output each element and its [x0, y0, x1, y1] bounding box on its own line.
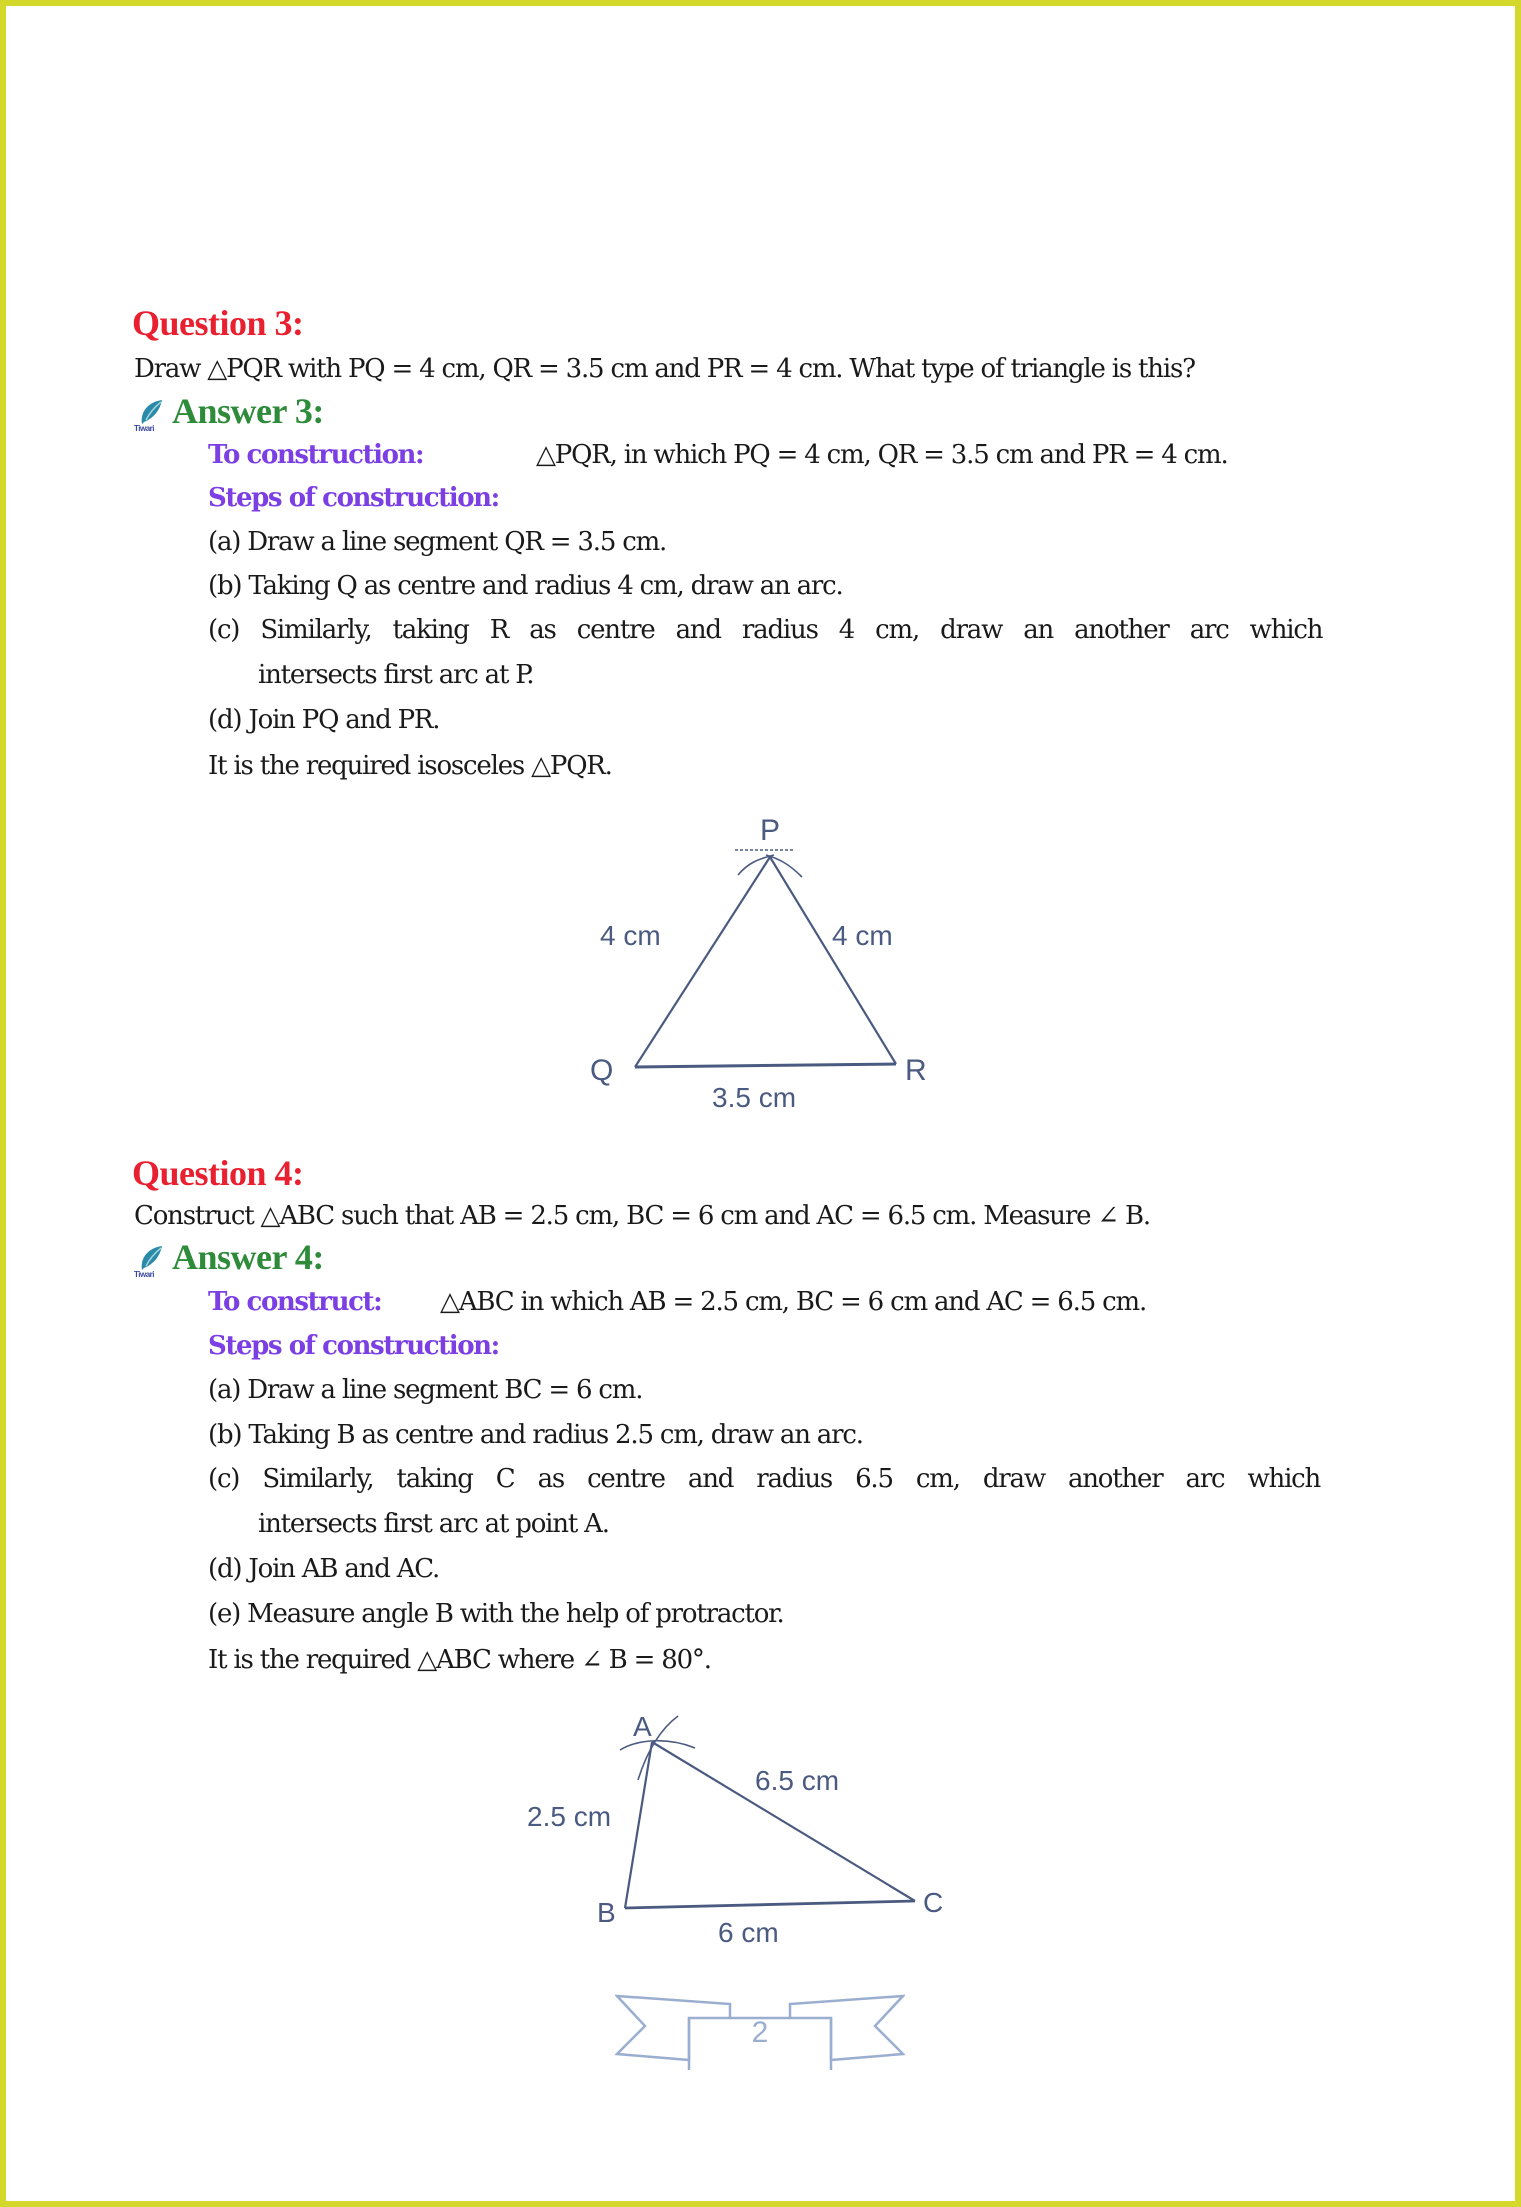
- step-4d: (d) Join AB and AC.: [208, 1554, 440, 1584]
- to-construct-label: To construction:: [208, 440, 424, 470]
- question-4-heading: Question 4:: [132, 1153, 304, 1193]
- page-number: 2: [751, 2016, 769, 2049]
- page-number-ribbon: [615, 1990, 905, 2070]
- triangle-abc-diagram: [500, 1690, 980, 1950]
- side-ac-label: 6.5 cm: [755, 1765, 840, 1796]
- step-3b: (b) Taking Q as centre and radius 4 cm, draw an arc.: [208, 571, 843, 601]
- step-3c-text: (c) Similarly, taking R as centre and radius 4 cm, draw an another arc which: [208, 615, 1323, 645]
- step-3a: (a) Draw a line segment QR = 3.5 cm.: [208, 527, 667, 557]
- side-bc-label: 6 cm: [718, 1917, 779, 1948]
- question-3-heading: Question 3:: [132, 303, 304, 343]
- question-4-text: Construct △ABC such that AB = 2.5 cm, BC = 6 cm and AC = 6.5 cm. Measure ∠ B.: [134, 1201, 1150, 1231]
- vertex-q-label: Q: [590, 1054, 614, 1087]
- to-construct-text-4: △ABC in which AB = 2.5 cm, BC = 6 cm and AC = 6.5 cm.: [440, 1287, 1147, 1317]
- step-4c-continued: intersects first arc at point A.: [258, 1509, 609, 1539]
- answer-4-label: Answer 4:: [172, 1237, 324, 1277]
- side-pq-label: 4 cm: [600, 920, 661, 951]
- vertex-r-label: R: [905, 1054, 927, 1087]
- steps-label-3: Steps of construction:: [208, 483, 499, 513]
- to-construct-text-3: △PQR, in which PQ = 4 cm, QR = 3.5 cm and PR = 4 cm.: [536, 440, 1228, 470]
- vertex-a-label: A: [633, 1711, 652, 1742]
- side-qr-label: 3.5 cm: [712, 1082, 797, 1113]
- conclusion-3: It is the required isosceles △PQR.: [208, 751, 612, 781]
- vertex-c-label: C: [923, 1887, 944, 1918]
- question-3-text: Draw △PQR with PQ = 4 cm, QR = 3.5 cm and PR = 4 cm. What type of triangle is this?: [134, 354, 1195, 384]
- steps-label-4: Steps of construction:: [208, 1331, 499, 1361]
- answer-3-label: Answer 3:: [172, 391, 324, 431]
- step-3c: [208, 615, 1386, 645]
- to-construct-label-4: To construct:: [208, 1287, 382, 1317]
- step-3d: (d) Join PQ and PR.: [208, 705, 440, 735]
- side-ab-label: 2.5 cm: [527, 1801, 612, 1832]
- step-4b: (b) Taking B as centre and radius 2.5 cm, draw an arc.: [208, 1420, 863, 1450]
- vertex-b-label: B: [597, 1897, 616, 1928]
- step-4a: (a) Draw a line segment BC = 6 cm.: [208, 1375, 643, 1405]
- step-4c: [208, 1464, 1386, 1494]
- answer-3-heading: [134, 390, 324, 432]
- step-3c-continued: intersects first arc at P.: [258, 660, 534, 690]
- side-pr-label: 4 cm: [832, 920, 893, 951]
- tiwari-logo-icon: [134, 1244, 166, 1278]
- answer-4-heading: [134, 1236, 324, 1278]
- tiwari-logo-icon: [134, 398, 166, 432]
- vertex-p-label: P: [759, 814, 781, 847]
- svg-text:Tiwari: Tiwari: [134, 1270, 154, 1278]
- step-4e: (e) Measure angle B with the help of protractor.: [208, 1599, 784, 1629]
- triangle-pqr-diagram: [580, 805, 960, 1115]
- conclusion-4: It is the required △ABC where ∠ B = 80°.: [208, 1645, 711, 1675]
- step-4c-text: (c) Similarly, taking C as centre and radius 6.5 cm, draw another arc which: [208, 1464, 1321, 1494]
- to-construct-row-3: [208, 440, 423, 470]
- svg-text:Tiwari: Tiwari: [134, 424, 154, 432]
